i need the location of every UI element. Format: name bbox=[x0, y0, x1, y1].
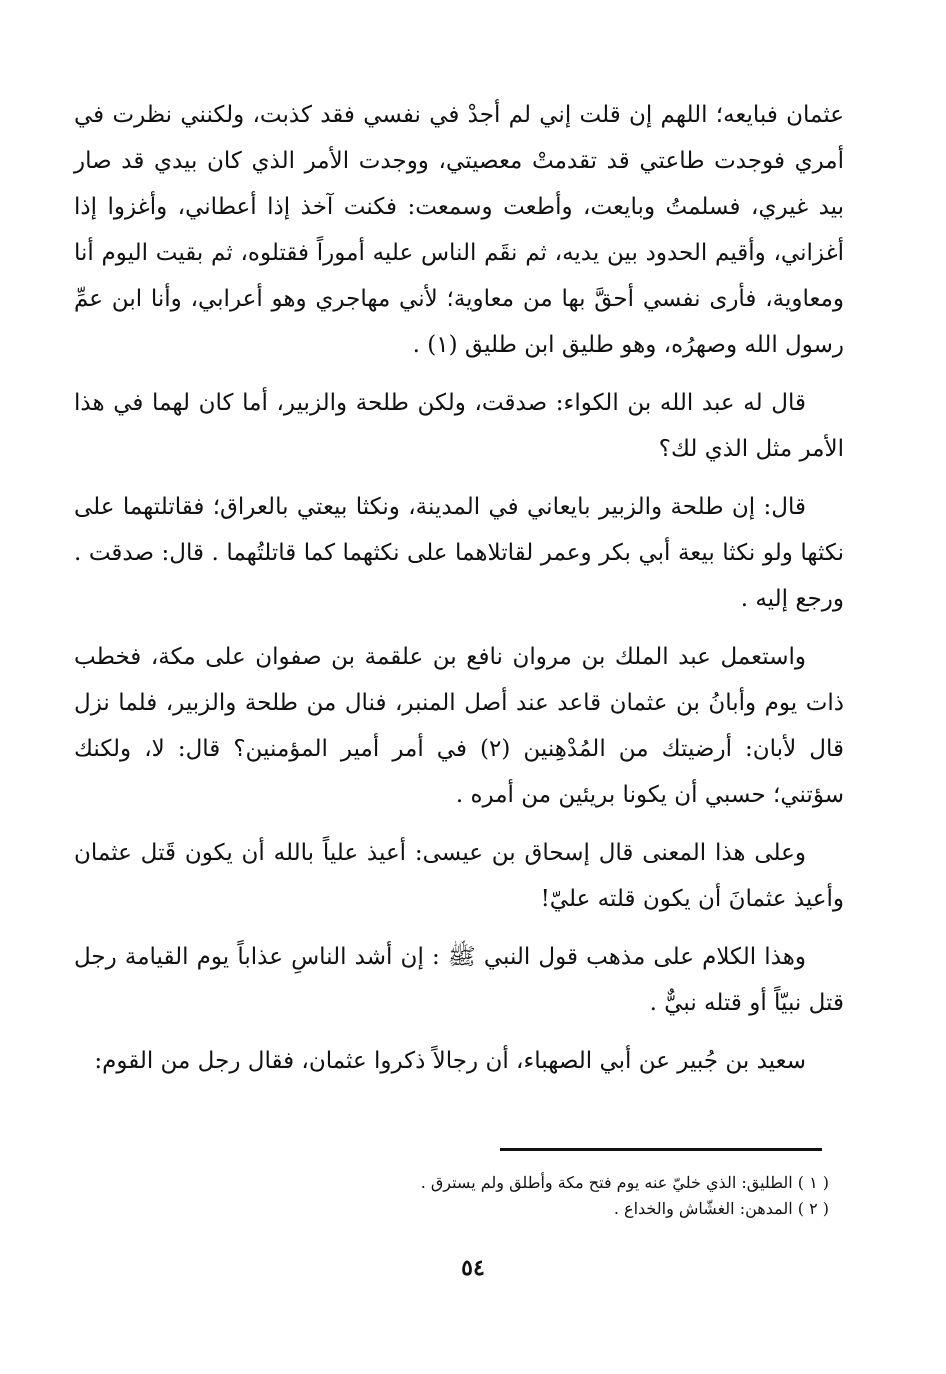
footnote-2: ( ٢ ) المدهن: الغشّاش والخداع . bbox=[613, 1199, 829, 1218]
paragraph-6: وهذا الكلام على مذهب قول النبي ﷺ : إن أشد الناسِ عذاباً يوم القيامة رجل قتل نبيّاً أو قتله نبيٌّ . bbox=[74, 944, 844, 1016]
paragraph-2: قال له عبد الله بن الكواء: صدقت، ولكن طلحة والزبير، أما كان لهما في هذا الأمر مثل الذي لك؟ bbox=[74, 390, 844, 462]
paragraph-3: قال: إن طلحة والزبير بايعاني في المدينة، ونكثا بيعتي بالعراق؛ فقاتلتهما على نكثها ولو نكثا بيعة أبي بكر وعمر لقاتلاهما على نكثهما كما قاتلتُهما . قال: صدقت . ورجع إليه . bbox=[74, 494, 844, 612]
paragraph-7: سعيد بن جُبير عن أبي الصهباء، أن رجالاً ذكروا عثمان، فقال رجل من القوم: bbox=[94, 1048, 806, 1074]
paragraph-5: وعلى هذا المعنى قال إسحاق بن عيسى: أعيذ علياً بالله أن يكون قَتل عثمان وأعيذ عثمانَ أن يكون قلته عليّ! bbox=[74, 840, 844, 912]
footnote-1: ( ١ ) الطليق: الذي خليّ عنه يوم فتح مكة وأطلق ولم يسترق . bbox=[420, 1173, 829, 1192]
paragraph-4: واستعمل عبد الملك بن مروان نافع بن علقمة بن صفوان على مكة، فخطب ذات يوم وأبانُ بن عثمان قاعد عند أصل المنبر، فنال من طلحة والزبير، فلما نزل قال لأبان: أرضيتك من المُدْهِنين (٢) في أمر أمير المؤمنين؟ قال: لا، ولكنك سؤتني؛ حسبي أن يكونا بريئين من أمره . bbox=[74, 644, 844, 808]
footnote-divider bbox=[500, 1148, 822, 1151]
main-text bbox=[74, 92, 844, 1096]
footnotes bbox=[74, 1170, 829, 1222]
paragraph-1: عثمان فبايعه؛ اللهم إن قلت إني لم أجدْ في نفسي فقد كذبت، ولكنني نظرت في أمري فوجدت طاعتي قد تقدمتْ معصيتي، ووجدت الأمر الذي كان بيدي قد صار بيد غيري، فسلمتُ وبايعت، وأطعت وسمعت: فكنت آخذ إذا أعطاني، وأغزوا إذا أغزاني، وأقيم الحدود بين يديه، ثم نقَم الناس عليه أموراً فقتلوه، ثم بقيت اليوم أنا ومعاوية، فأرى نفسي أحقَّ بها من معاوية؛ لأني مهاجري وهو أعرابي، وأنا ابن عمِّ رسول الله وصهرُه، وهو طليق ابن طليق (١) . bbox=[74, 102, 844, 358]
page-number: ٥٤ bbox=[461, 1255, 485, 1281]
